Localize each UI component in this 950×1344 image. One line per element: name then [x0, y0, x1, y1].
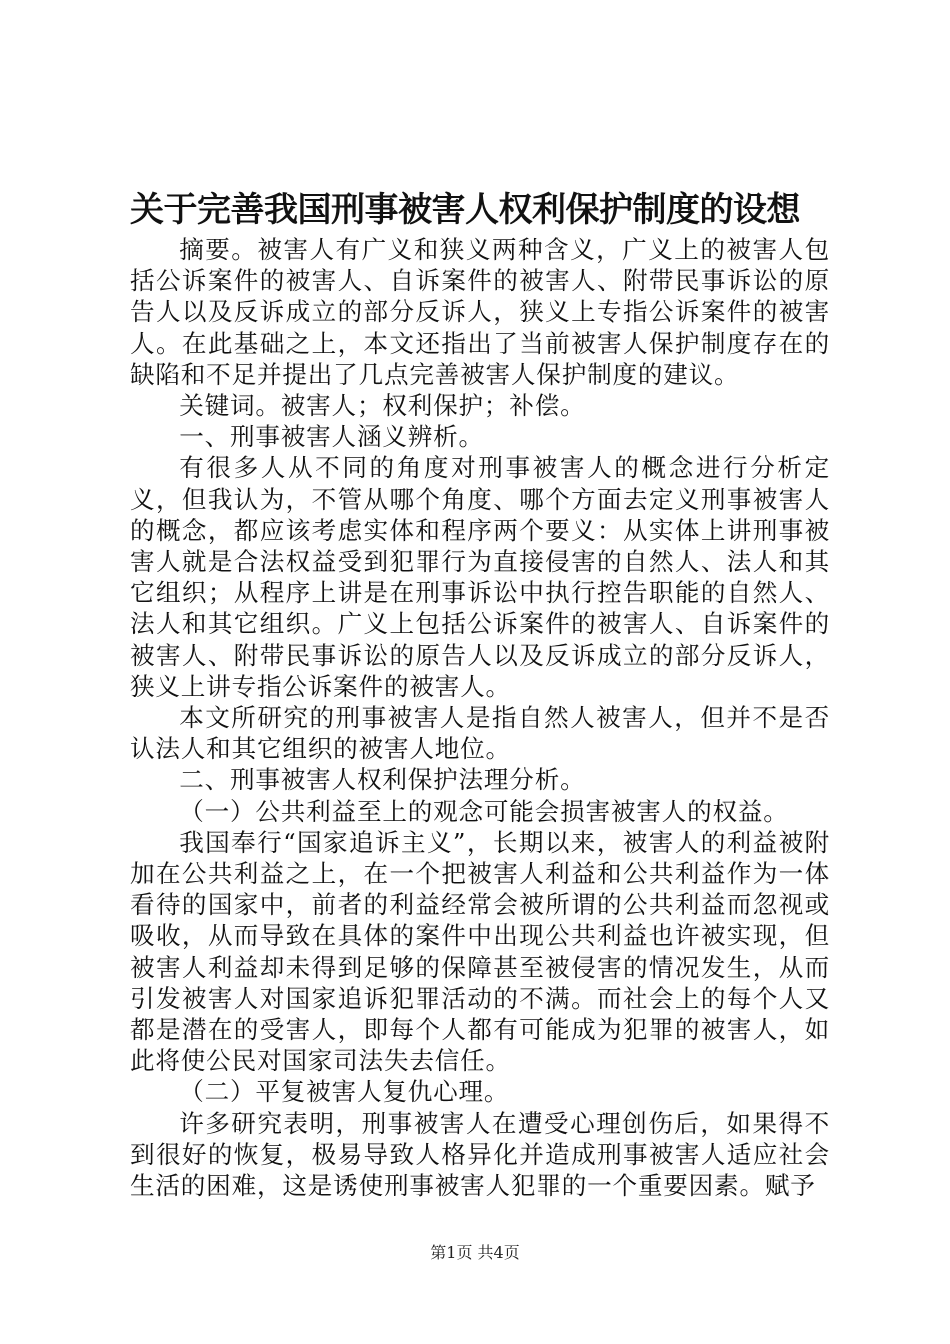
body-paragraph: 有很多人从不同的角度对刑事被害人的概念进行分析定义，但我认为，不管从哪个角度、哪个方面去定义刑事被害人的概念，都应该考虑实体和程序两个要义：从实体上讲刑事被害人就是合法权益受到犯罪行为直接侵害的自然人、法人和其它组织；从程序上讲是在刑事诉讼中执行控告职能的自然人、法人和其它组织。广义上包括公诉案件的被害人、自诉案件的被害人、附带民事诉讼的原告人以及反诉成立的部分反诉人，狭义上讲专指公诉案件的被害人。: [130, 453, 830, 701]
page-number-footer: 第1页 共4页: [430, 1243, 520, 1262]
abstract-paragraph: 摘要。被害人有广义和狭义两种含义，广义上的被害人包括公诉案件的被害人、自诉案件的被害人、附带民事诉讼的原告人以及反诉成立的部分反诉人，狭义上专指公诉案件的被害人。在此基础之上，本文还指出了当前被害人保护制度存在的缺陷和不足并提出了几点完善被害人保护制度的建议。: [130, 235, 830, 389]
body-paragraph: 我国奉行“国家追诉主义”，长期以来，被害人的利益被附加在公共利益之上，在一个把被害人利益和公共利益作为一体看待的国家中，前者的利益经常会被所谓的公共利益而忽视或吸收，从而导致在具体的案件中出现公共利益也许被实现，但被害人利益却未得到足够的保障甚至被侵害的情况发生，从而引发被害人对国家追诉犯罪活动的不满。而社会上的每个人又都是潜在的受害人，即每个人都有可能成为犯罪的被害人，如此将使公民对国家司法失去信任。: [130, 827, 830, 1076]
section-heading-1: 一、刑事被害人涵义辨析。: [179, 422, 484, 452]
body-paragraph: 许多研究表明，刑事被害人在遭受心理创伤后，如果得不到很好的恢复，极易导致人格异化并造成刑事被害人适应社会生活的困难，这是诱使刑事被害人犯罪的一个重要因素。赋予: [130, 1108, 830, 1201]
subsection-heading-1: （一）公共利益至上的观念可能会损害被害人的权益。: [179, 796, 789, 826]
section-heading-2: 二、刑事被害人权利保护法理分析。: [179, 765, 586, 795]
document-title: 关于完善我国刑事被害人权利保护制度的设想: [130, 190, 800, 230]
subsection-heading-2: （二）平复被害人复仇心理。: [179, 1077, 510, 1107]
body-paragraph: 本文所研究的刑事被害人是指自然人被害人，但并不是否认法人和其它组织的被害人地位。: [130, 703, 830, 764]
keywords-paragraph: 关键词。被害人；权利保护；补偿。: [179, 391, 586, 421]
document-body: [130, 234, 830, 1201]
